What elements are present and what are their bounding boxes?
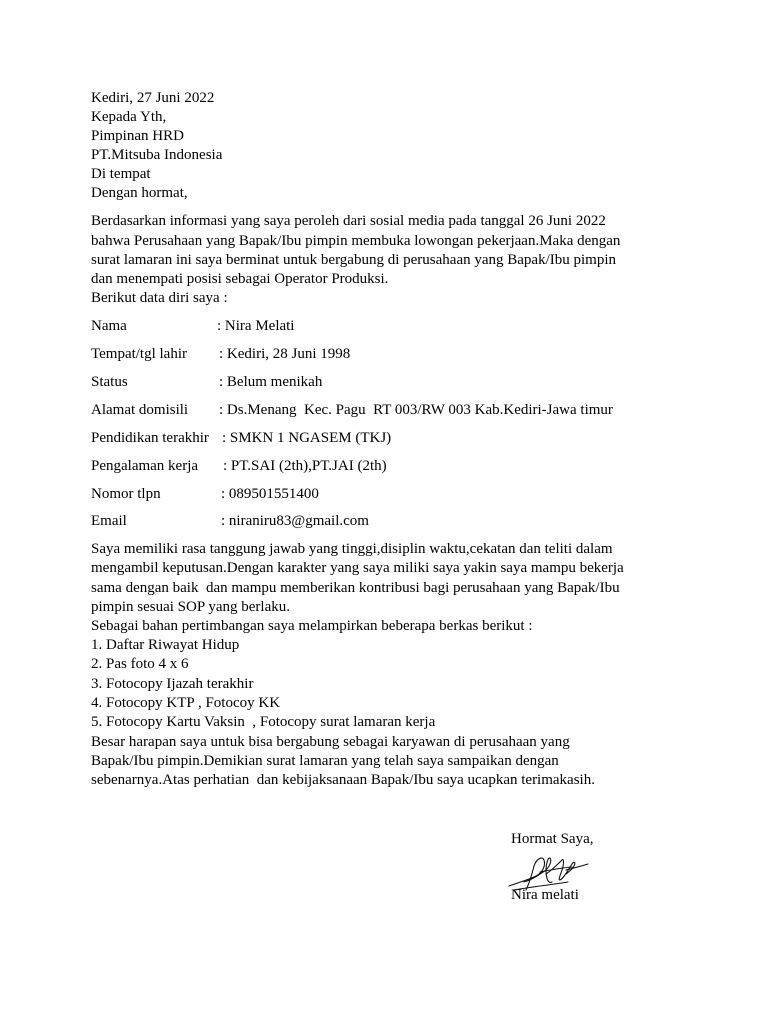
- data-label: Status: [91, 374, 128, 390]
- attachment-item: 2. Pas foto 4 x 6: [91, 656, 189, 672]
- closing-line: Besar harapan saya untuk bisa bergabung sebagai karyawan di perusahaan yang: [91, 734, 570, 750]
- data-label: Tempat/tgl lahir: [91, 346, 188, 362]
- attachment-item: 3. Fotocopy Ijazah terakhir: [91, 676, 254, 692]
- body-line: sama dengan baik dan mampu memberikan kontribusi bagi perusahaan yang Bapak/Ibu: [91, 580, 620, 596]
- data-row-phone: [91, 485, 319, 504]
- data-label: Nomor tlpn: [91, 486, 161, 502]
- body-line: Sebagai bahan pertimbangan saya melampirkan beberapa berkas berikut :: [91, 618, 533, 634]
- data-row-nama: [91, 317, 295, 336]
- place-date: Kediri, 27 Juni 2022: [91, 90, 215, 106]
- closing-line: Bapak/Ibu pimpin.Demikian surat lamaran yang telah saya sampaikan dengan: [91, 753, 559, 769]
- signer-name: Nira melati: [511, 887, 579, 903]
- data-label: Email: [91, 513, 127, 529]
- data-value: : niraniru83@gmail.com: [221, 513, 369, 529]
- addressee-to: Kepada Yth,: [91, 109, 167, 125]
- intro-line: surat lamaran ini saya berminat untuk bergabung di perusahaan yang Bapak/Ibu pimpin: [91, 252, 616, 268]
- data-label: Pendidikan terakhir: [91, 430, 209, 446]
- data-row-email: [91, 512, 369, 531]
- intro-line: Berdasarkan informasi yang saya peroleh dari sosial media pada tanggal 26 Juni 2022: [91, 213, 606, 229]
- greeting: Dengan hormat,: [91, 185, 188, 201]
- body-line: mengambil keputusan.Dengan karakter yang saya miliki saya yakin saya mampu bekerja: [91, 560, 624, 576]
- data-value: : Belum menikah: [219, 374, 323, 390]
- recipient: Pimpinan HRD: [91, 128, 184, 144]
- data-value: : Ds.Menang Kec. Pagu RT 003/RW 003 Kab.Kediri-Jawa timur: [219, 402, 613, 418]
- body-line: Saya memiliki rasa tanggung jawab yang tinggi,disiplin waktu,cekatan dan teliti dalam: [91, 541, 613, 557]
- attachment-item: 5. Fotocopy Kartu Vaksin , Fotocopy surat lamaran kerja: [91, 714, 436, 730]
- data-row-experience: [91, 457, 387, 476]
- data-value: : Nira Melati: [217, 318, 295, 334]
- intro-line: dan menempati posisi sebagai Operator Produksi.: [91, 271, 389, 287]
- location: Di tempat: [91, 166, 151, 182]
- intro-line: Berikut data diri saya :: [91, 290, 228, 306]
- body-line: pimpin sesuai SOP yang berlaku.: [91, 599, 291, 615]
- intro-line: bahwa Perusahaan yang Bapak/Ibu pimpin membuka lowongan pekerjaan.Maka dengan: [91, 233, 621, 249]
- attachment-item: 4. Fotocopy KTP , Fotocoy KK: [91, 695, 281, 711]
- data-value: : Kediri, 28 Juni 1998: [219, 346, 351, 362]
- data-row-birth: [91, 345, 351, 364]
- data-label: Pengalaman kerja: [91, 458, 199, 474]
- data-value: : 089501551400: [221, 486, 319, 502]
- data-value: : SMKN 1 NGASEM (TKJ): [222, 430, 392, 446]
- company-name: PT.Mitsuba Indonesia: [91, 147, 223, 163]
- data-label: Nama: [91, 318, 127, 334]
- data-row-education: [91, 429, 392, 448]
- data-value: : PT.SAI (2th),PT.JAI (2th): [223, 458, 387, 474]
- data-label: Alamat domisili: [91, 402, 189, 418]
- data-row-status: [91, 373, 323, 392]
- attachment-item: 1. Daftar Riwayat Hidup: [91, 637, 240, 653]
- closing-line: sebenarnya.Atas perhatian dan kebijaksanaan Bapak/Ibu saya ucapkan terimakasih.: [91, 772, 595, 788]
- data-row-address: [91, 401, 613, 420]
- closing-salutation: Hormat Saya,: [511, 831, 594, 847]
